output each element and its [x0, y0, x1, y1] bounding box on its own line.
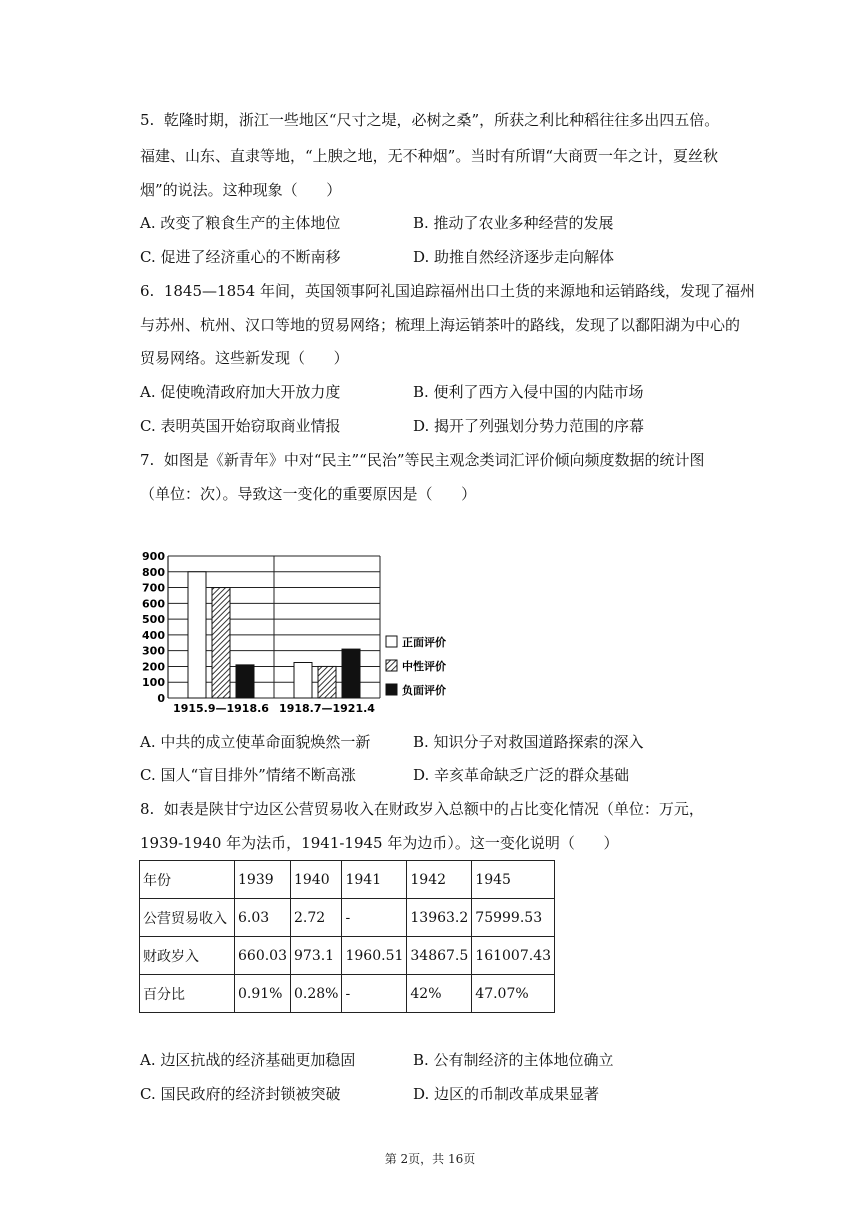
table-cell: 13963.2 [407, 899, 472, 937]
q7-option-b[interactable]: B. 知识分子对救国道路探索的深入 [413, 733, 644, 751]
table-row [140, 861, 555, 899]
q5-line-2: 福建、山东、直隶等地，“上腴之地，无不种烟”。当时有所谓“大商贾一年之计，夏丝秋 [140, 147, 719, 165]
q8-line-2: 1939-1940 年为法币，1941-1945 年为边币）。这一变化说明（ ） [140, 834, 619, 852]
table-cell: 973.1 [291, 937, 342, 975]
table-cell: - [342, 899, 407, 937]
q6-option-a[interactable]: A. 促使晚清政府加大开放力度 [140, 383, 341, 401]
q5-option-d[interactable]: D. 助推自然经济逐步走向解体 [413, 248, 615, 266]
table-cell: 0.91% [235, 975, 291, 1013]
table-row [140, 975, 555, 1013]
y-tick-label: 200 [142, 660, 165, 674]
q6-line-2: 与苏州、杭州、汉口等地的贸易网络；梳理上海运销茶叶的路线，发现了以鄱阳湖为中心的 [140, 316, 741, 334]
table-cell: 75999.53 [472, 899, 555, 937]
table-cell: 1939 [235, 861, 291, 899]
legend-label: 正面评价 [402, 636, 446, 649]
page-footer: 第 2页，共 16页 [384, 1152, 476, 1166]
table-row [140, 937, 555, 975]
y-tick-label: 600 [142, 597, 165, 611]
q6-line-3: 贸易网络。这些新发现（ ） [140, 349, 349, 367]
bar [318, 666, 336, 698]
table-cell: 1960.51 [342, 937, 407, 975]
q7-line-1: 7. 如图是《新青年》中对“民主”“民治”等民主观念类词汇评价倾向频度数据的统计图 [140, 451, 705, 469]
table-cell: 年份 [140, 861, 235, 899]
table-cell: - [342, 975, 407, 1013]
table-row [140, 899, 555, 937]
q7-option-d[interactable]: D. 辛亥革命缺乏广泛的群众基础 [413, 766, 630, 784]
table-cell: 161007.43 [472, 937, 555, 975]
legend-label: 负面评价 [402, 684, 446, 697]
x-tick-label: 1915.9—1918.6 [173, 702, 269, 715]
table-cell: 财政岁入 [140, 937, 235, 975]
q8-option-d[interactable]: D. 边区的币制改革成果显著 [413, 1085, 600, 1103]
q8-option-b[interactable]: B. 公有制经济的主体地位确立 [413, 1051, 614, 1069]
y-tick-label: 900 [142, 550, 165, 563]
q5-option-a[interactable]: A. 改变了粮食生产的主体地位 [140, 214, 341, 232]
bar [236, 665, 254, 698]
bar [342, 649, 360, 698]
q6-line-1: 6. 1845—1854 年间，英国领事阿礼国追踪福州出口土货的来源地和运销路线，发现了福州 [140, 282, 755, 300]
table-cell: 47.07% [472, 975, 555, 1013]
table-cell: 百分比 [140, 975, 235, 1013]
legend-swatch [386, 684, 397, 695]
table-cell: 1940 [291, 861, 342, 899]
table-cell: 42% [407, 975, 472, 1013]
q6-option-d[interactable]: D. 揭开了列强划分势力范围的序幕 [413, 417, 645, 435]
evaluation-bar-chart [140, 548, 480, 720]
y-tick-label: 100 [142, 676, 165, 690]
bar [188, 572, 206, 698]
table-cell: 1942 [407, 861, 472, 899]
y-tick-label: 500 [142, 613, 165, 627]
table-cell: 34867.5 [407, 937, 472, 975]
q5-option-c[interactable]: C. 促进了经济重心的不断南移 [140, 248, 341, 266]
table-cell: 660.03 [235, 937, 291, 975]
table-cell: 公营贸易收入 [140, 899, 235, 937]
q8-line-1: 8. 如表是陕甘宁边区公营贸易收入在财政岁入总额中的占比变化情况（单位：万元， [140, 800, 704, 818]
legend-label: 中性评价 [402, 660, 446, 673]
legend-swatch [386, 636, 397, 647]
y-tick-label: 700 [142, 581, 165, 595]
q7-option-c[interactable]: C. 国人“盲目排外”情绪不断高涨 [140, 766, 356, 784]
q8-option-c[interactable]: C. 国民政府的经济封锁被突破 [140, 1085, 341, 1103]
q5-line-3: 烟”的说法。这种现象（ ） [140, 181, 342, 199]
q5-line-1: 5. 乾隆时期，浙江一些地区“尺寸之堤，必树之桑”，所获之利比种稻往往多出四五倍。 [140, 111, 720, 129]
q7-line-2: （单位：次）。导致这一变化的重要原因是（ ） [140, 485, 477, 503]
q5-option-b[interactable]: B. 推动了农业多种经营的发展 [413, 214, 614, 232]
table-cell: 1941 [342, 861, 407, 899]
q7-option-a[interactable]: A. 中共的成立使革命面貌焕然一新 [140, 733, 371, 751]
y-tick-label: 300 [142, 644, 165, 658]
legend-swatch [386, 660, 397, 671]
y-tick-label: 400 [142, 628, 165, 642]
table-cell: 2.72 [291, 899, 342, 937]
q6-option-b[interactable]: B. 便利了西方入侵中国的内陆市场 [413, 383, 644, 401]
table-cell: 0.28% [291, 975, 342, 1013]
table-cell: 6.03 [235, 899, 291, 937]
y-tick-label: 0 [157, 692, 165, 705]
x-tick-label: 1918.7—1921.4 [279, 702, 375, 715]
bar [294, 663, 312, 699]
y-tick-label: 800 [142, 565, 165, 579]
trade-revenue-table [139, 860, 555, 1013]
bar [212, 588, 230, 698]
q6-option-c[interactable]: C. 表明英国开始窃取商业情报 [140, 417, 341, 435]
q8-option-a[interactable]: A. 边区抗战的经济基础更加稳固 [140, 1051, 356, 1069]
table-cell: 1945 [472, 861, 555, 899]
